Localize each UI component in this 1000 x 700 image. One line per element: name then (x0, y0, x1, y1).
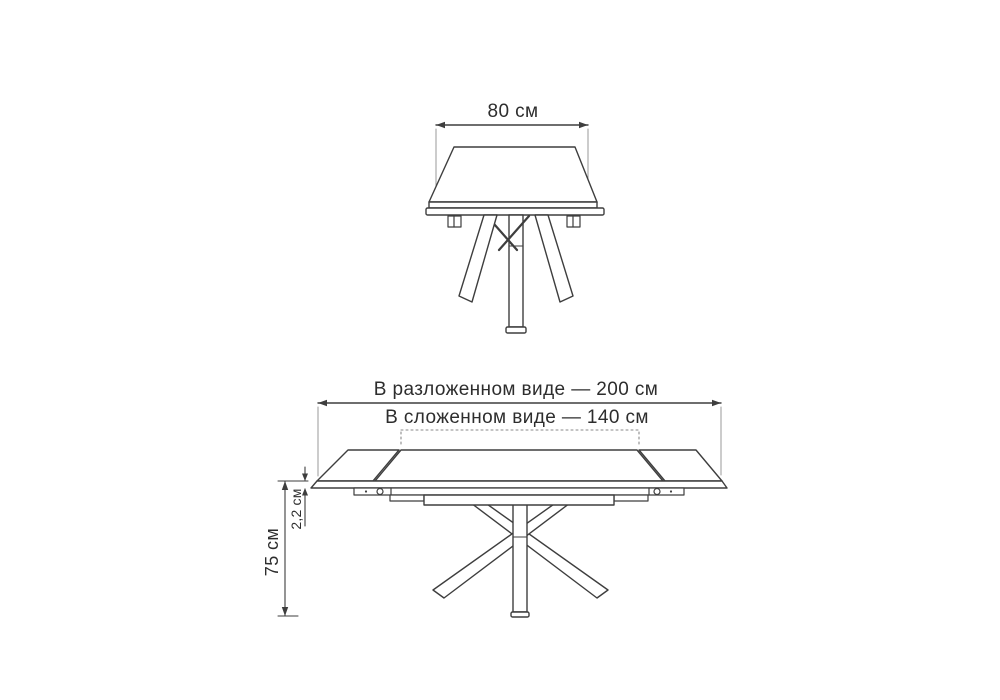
main-tabletop (375, 450, 663, 481)
end-view-tabletop (426, 147, 604, 215)
end-view-drawing (426, 122, 604, 333)
right-roller (654, 489, 660, 495)
end-view-front-leg-right (535, 215, 573, 302)
folded-width-label: В сложенном виде — 140 см (385, 407, 649, 428)
tabletop-edge-band (311, 481, 727, 488)
side-view-column (513, 500, 527, 612)
tabletop-thickness-label: 2,2 см (288, 488, 304, 530)
side-view-gearbox (424, 495, 614, 505)
unfolded-width-label: В разложенном виде — 200 см (373, 379, 659, 400)
side-view-leg-left-to-right (463, 497, 608, 598)
side-view-drawing (278, 400, 727, 617)
left-roller (377, 489, 383, 495)
end-view-front-leg-left (459, 215, 497, 302)
side-view-base (424, 495, 614, 617)
side-view-folded-dimension (401, 430, 639, 446)
side-view-tabletop (311, 450, 727, 488)
table-height-label: 75 см (262, 527, 282, 577)
end-view-width-label: 80 см (487, 101, 539, 122)
end-view-base (459, 215, 573, 333)
side-view-leg-right-to-left (433, 497, 578, 598)
